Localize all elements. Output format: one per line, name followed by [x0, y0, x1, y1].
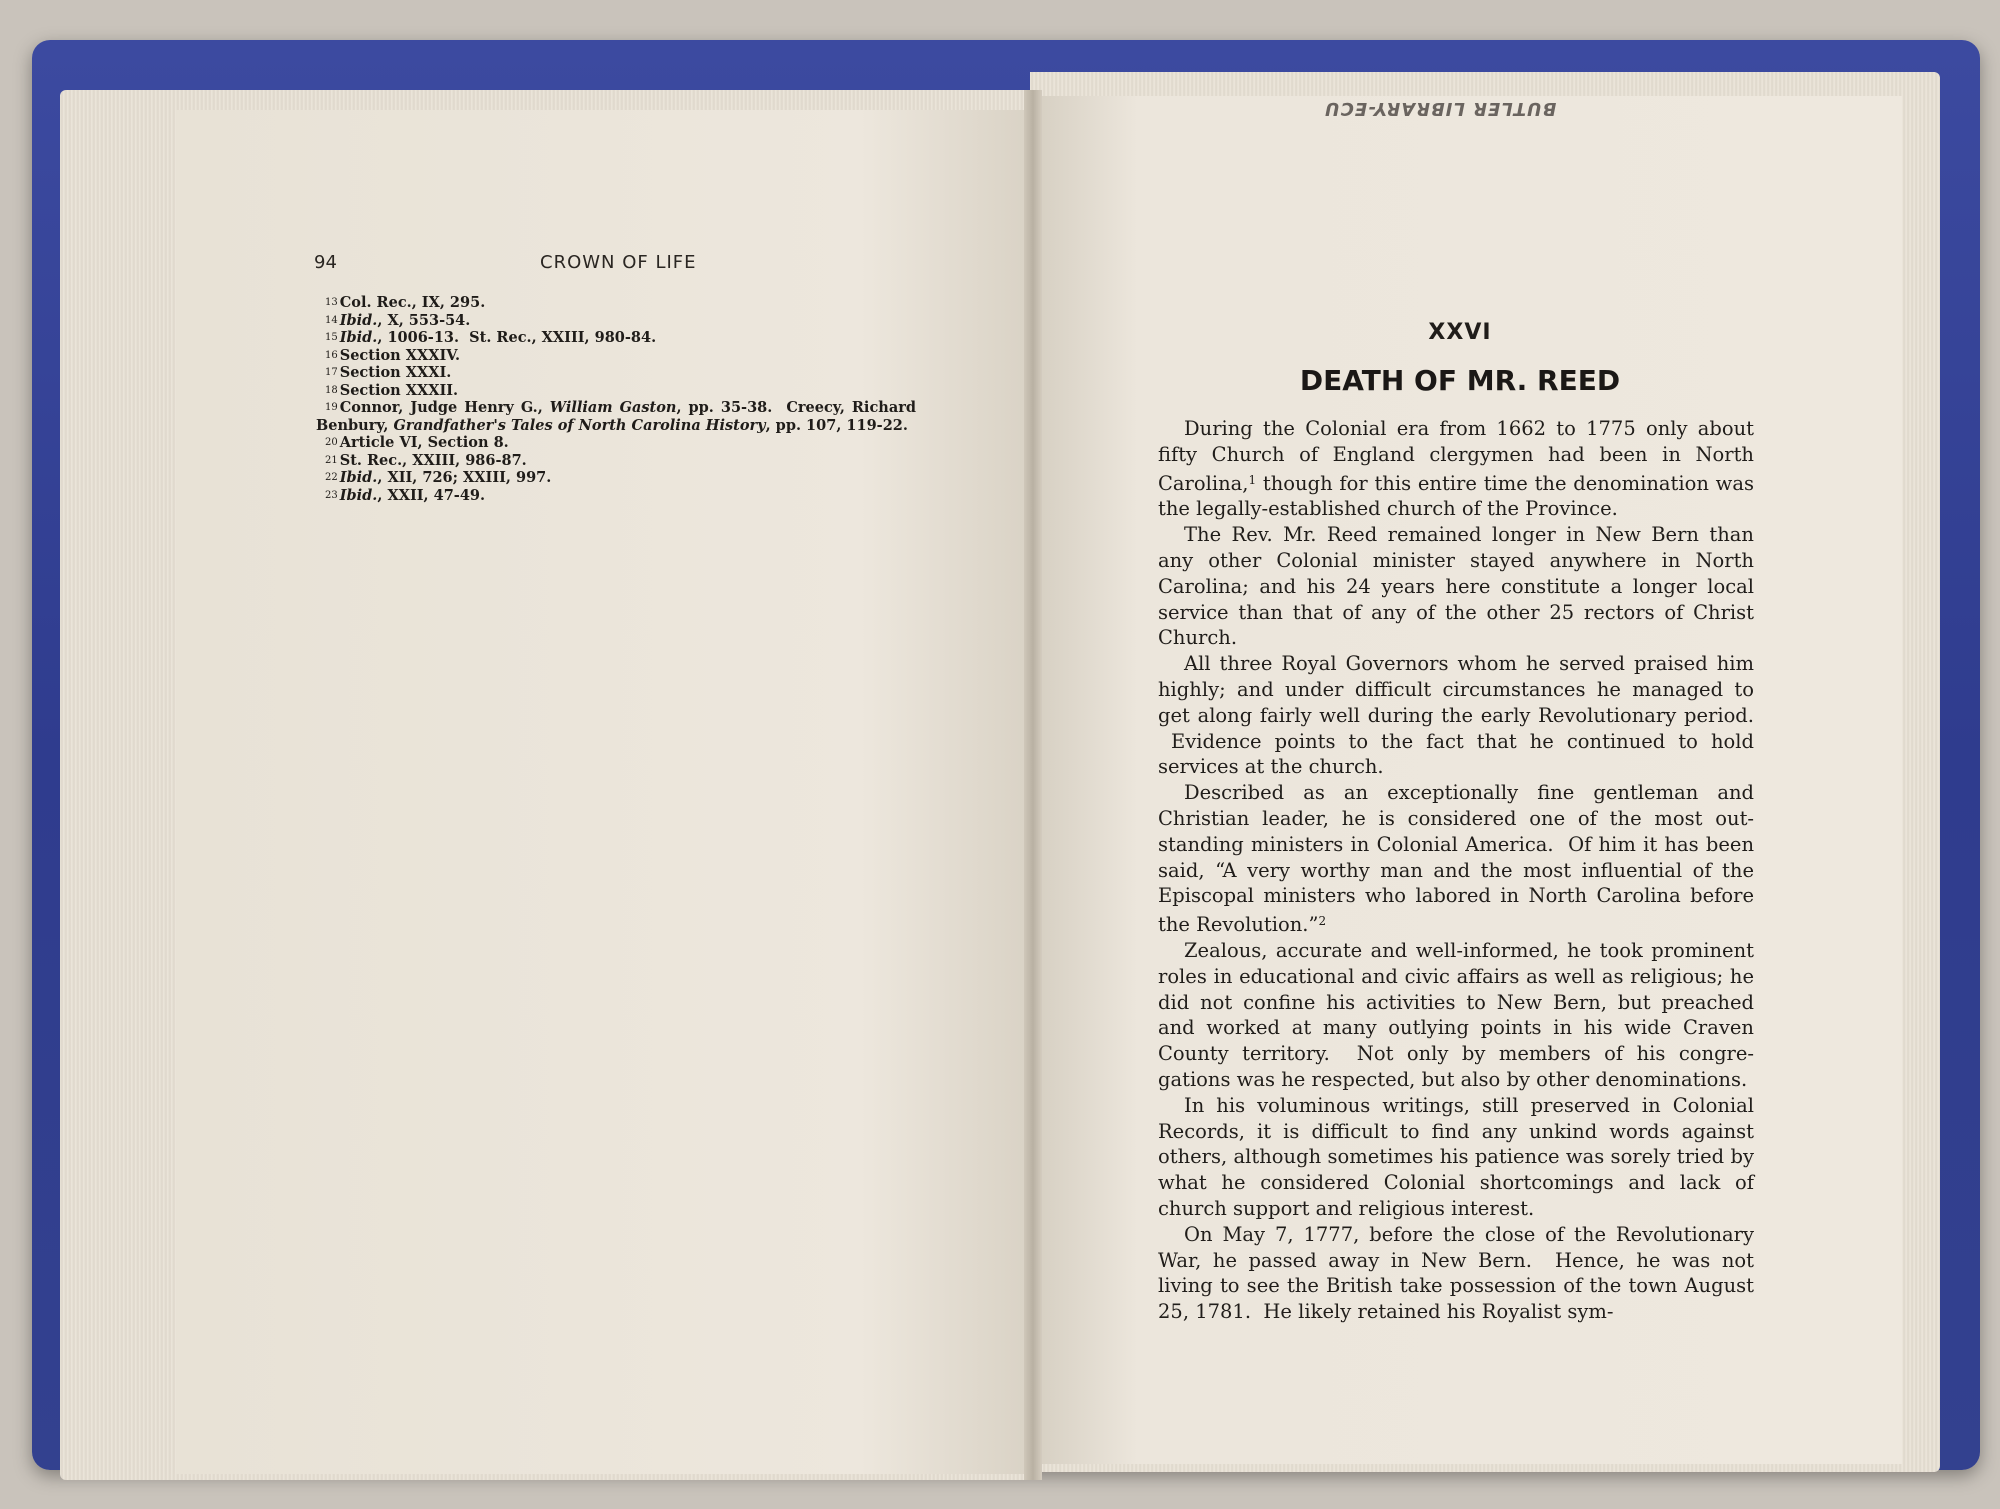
footnote-number: 21: [325, 454, 338, 466]
footnote-number: 14: [325, 314, 338, 326]
paragraph: Zealous, accurate and well-informed, he took prominent roles in educational and civic affairs as well as religious; he did not confine his activities to New Bern, but preached and worked at many outlying points in his wide Craven County territory. Not only by members of his congre-gations was he respected, but also by other denominations.: [1158, 938, 1754, 1091]
chapter-title: DEATH OF MR. REED: [1299, 364, 1621, 397]
footnote-number: 20: [325, 437, 338, 448]
paragraph: The Rev. Mr. Reed remained longer in New Bern than any other Colonial minister stayed anywhere in North Carolina; and his 24 years here constitute a longer local service than that of any of the other 25 rectors of Christ Church.: [1158, 523, 1754, 650]
chapter-body: [1158, 416, 1754, 1325]
footnote: $^{15}$ Ibid., 1006-13. St. Rec., XXIII, 980-84.: [325, 329, 657, 346]
footnote: $^{17}$ Section XXXI.: [325, 364, 452, 381]
footnote-number: 13: [325, 297, 338, 308]
paragraph: During the Colonial era from 1662 to 1775 only about fifty Church of England clergymen had been in North Carolina,$^1$ though for this entire time the denomination was the legally-established church of the Province.: [1158, 417, 1754, 521]
footnote: $^{20}$ Article VI, Section 8.: [325, 434, 509, 451]
footnote: $^{21}$ St. Rec., XXIII, 986-87.: [325, 451, 527, 469]
footnote: $^{16}$ Section XXXIV.: [325, 346, 461, 364]
book-gutter: [1024, 90, 1042, 1480]
footnotes: [316, 294, 916, 504]
paragraph: All three Royal Governors whom he served praised him highly; and under difficult circumstances he managed to get along fairly well during the early Revolutionary period. Evidence points to the fact that he continued to hold services at the church.: [1158, 652, 1754, 779]
footnote: $^{14}$ Ibid., X, 553-54.: [325, 311, 471, 329]
paragraph: In his voluminous writings, still preserved in Colonial Records, it is difficult to find any unkind words against others, although sometimes his patience was sorely tried by what he considered Colonial shortcomings and lack of church support and religious interest.: [1158, 1093, 1754, 1220]
footnote-number: 17: [325, 367, 338, 378]
footnote-number: 18: [325, 384, 338, 396]
footnote-number: 15: [325, 332, 338, 343]
footnote: $^{13}$ Col. Rec., IX, 295.: [325, 294, 486, 311]
page-number: 94: [314, 252, 337, 273]
footnote-number: 16: [325, 349, 338, 361]
paragraph: On May 7, 1777, before the close of the Revolutionary War, he passed away in New Bern. Hence, he was not living to see the British take possession of the town August 25, 1781. He likely retained his Royalist sym-: [1158, 1222, 1754, 1324]
footnote: $^{19}$ Connor, Judge Henry G., William Gaston, pp. 35-38. Creecy, Richard Benbury, Grandfather's Tales of North Carolina History, pp. 107, 119-22.: [316, 399, 916, 434]
library-stamp: BUTLER LIBRARY-ECU: [1324, 98, 1557, 119]
footnote-number: 22: [325, 472, 338, 483]
running-title: CROWN OF LIFE: [540, 252, 697, 273]
footnote-number: 19: [325, 402, 338, 413]
footnote: $^{23}$ Ibid., XXII, 47-49.: [325, 486, 486, 504]
chapter-number: XXVI: [1428, 320, 1492, 345]
footnote: $^{18}$ Section XXXII.: [325, 381, 459, 399]
footnote-number: 23: [325, 489, 338, 501]
footnote: $^{22}$ Ibid., XII, 726; XXIII, 997.: [325, 469, 552, 486]
paragraph: Described as an exceptionally fine gentleman and Christian leader, he is considered one of the most out-standing ministers in Colonial America. Of him it has been said, “A very worthy man and the most influential of the Episcopal ministers who labored in North Carolina before the Revolution.”$^2$: [1158, 781, 1754, 937]
